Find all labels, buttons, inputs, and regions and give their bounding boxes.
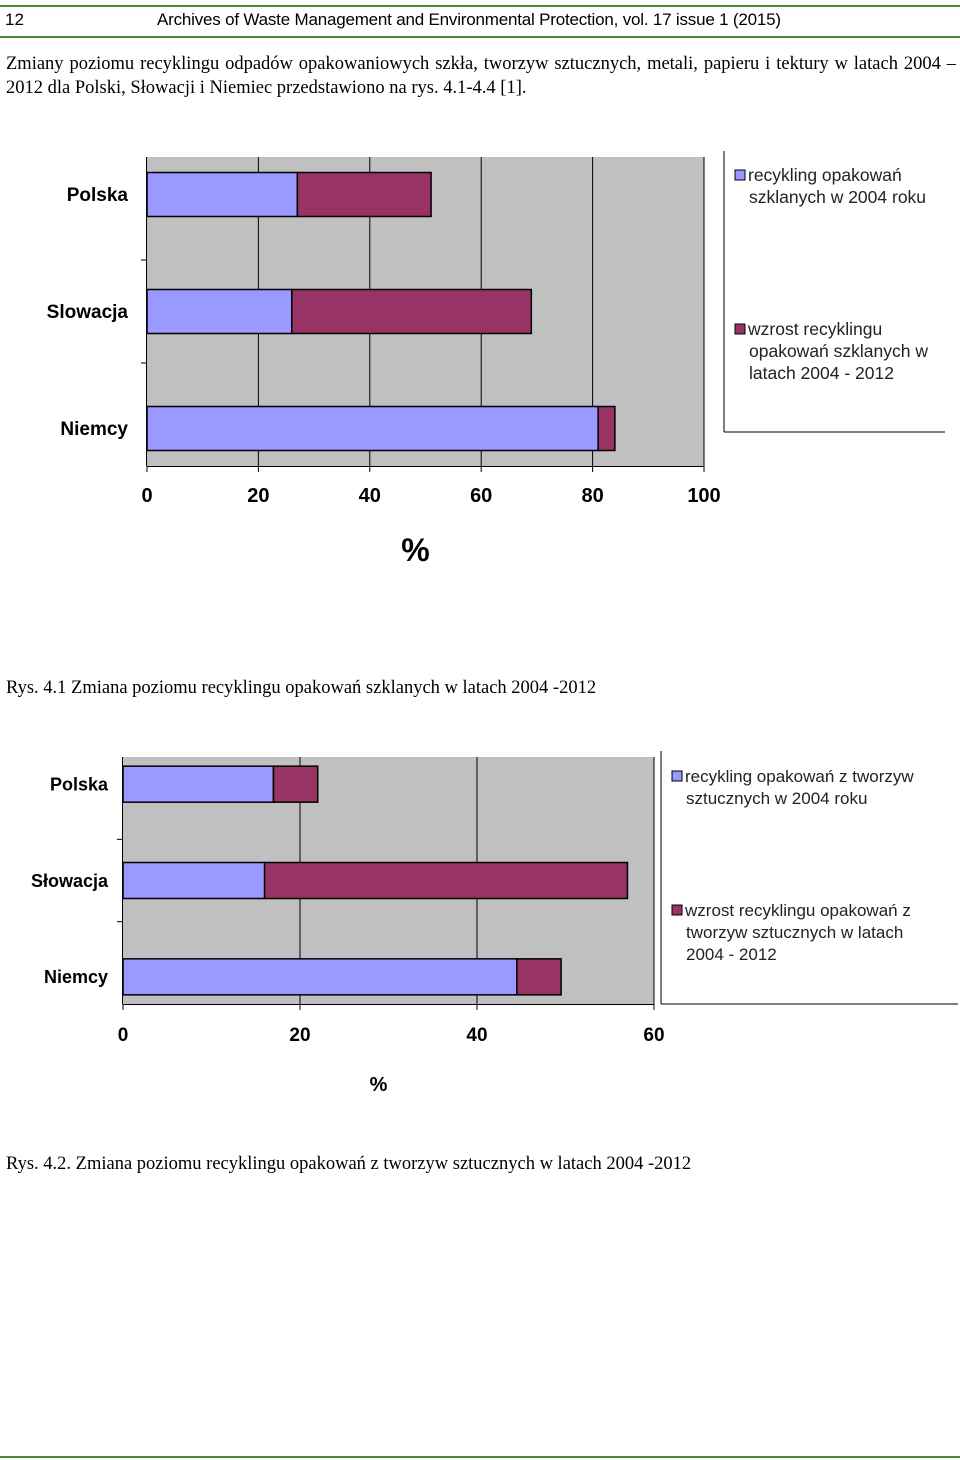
- category-label-0: Polska: [66, 185, 128, 207]
- category-label-2: Niemcy: [43, 967, 108, 988]
- legend-label-0-1: sztucznych w 2004 roku: [686, 789, 868, 808]
- bar-2004-2: [123, 959, 517, 995]
- legend-swatch-0: [735, 170, 745, 180]
- legend-label-0-1: szklanych w 2004 roku: [749, 187, 927, 207]
- legend-label-1-1: tworzyw sztucznych w latach: [686, 923, 904, 942]
- category-label-0: Polska: [49, 774, 108, 795]
- legend-swatch-1: [735, 324, 745, 334]
- bar-increase-0: [273, 766, 317, 802]
- legend-label-1-0: wzrost recyklingu opakowań z: [685, 901, 911, 920]
- header-rule-bottom: [0, 36, 960, 38]
- footer-rule: [0, 1456, 960, 1458]
- category-label-2: Niemcy: [60, 419, 128, 441]
- x-tick-label-20: 20: [289, 1025, 311, 1046]
- x-tick-label-80: 80: [581, 485, 604, 507]
- intro-paragraph: Zmiany poziomu recyklingu odpadów opakowaniowych szkła, tworzyw sztucznych, metali, papieru i tektury w latach 2004 – 2012 dla Polski, Słowacji i Niemiec przedstawiono na rys. 4.1-4.4 [1].: [6, 54, 956, 98]
- legend-label-1-0: wzrost recyklingu: [748, 319, 883, 339]
- x-axis-label: %: [369, 1074, 388, 1096]
- bar-increase-1: [292, 290, 532, 334]
- legend-label-1-2: 2004 - 2012: [686, 945, 777, 964]
- journal-title: Archives of Waste Management and Environmental Protection, vol. 17 issue 1 (2015): [157, 10, 781, 29]
- chart-glass-recycling: [0, 145, 960, 575]
- x-tick-label-40: 40: [358, 485, 381, 507]
- page-number: 12: [5, 10, 24, 29]
- bar-increase-0: [297, 173, 431, 217]
- bar-2004-0: [123, 766, 273, 802]
- x-tick-label-0: 0: [117, 1025, 129, 1046]
- legend-swatch-1: [672, 905, 682, 915]
- bar-2004-1: [123, 863, 265, 899]
- bar-increase-2: [517, 959, 561, 995]
- legend-label-1-1: opakowań szklanych w: [749, 341, 928, 361]
- legend-label-0-0: recykling opakowań: [748, 165, 902, 185]
- legend-label-0-0: recykling opakowań z tworzyw: [685, 767, 914, 786]
- bar-2004-2: [147, 407, 598, 451]
- x-axis-label: %: [401, 532, 430, 568]
- x-tick-label-20: 20: [247, 485, 270, 507]
- bar-increase-2: [598, 407, 615, 451]
- category-label-1: Slowacja: [46, 302, 128, 324]
- legend-swatch-0: [672, 771, 682, 781]
- x-tick-label-40: 40: [466, 1025, 488, 1046]
- bar-increase-1: [265, 863, 628, 899]
- x-tick-label-0: 0: [141, 485, 153, 507]
- x-tick-label-60: 60: [470, 485, 493, 507]
- x-tick-label-100: 100: [687, 485, 721, 507]
- chart-plastic-recycling: [0, 745, 960, 1105]
- figure-caption-4-2: Rys. 4.2. Zmiana poziomu recyklingu opakowań z tworzyw sztucznych w latach 2004 -2012: [6, 1154, 692, 1174]
- bar-2004-0: [147, 173, 297, 217]
- running-header: [0, 0, 960, 38]
- bar-2004-1: [147, 290, 292, 334]
- figure-caption-4-1: Rys. 4.1 Zmiana poziomu recyklingu opakowań szklanych w latach 2004 -2012: [6, 678, 597, 698]
- x-tick-label-60: 60: [643, 1025, 665, 1046]
- category-label-1: Słowacja: [30, 870, 108, 891]
- header-rule-top: [0, 5, 960, 7]
- legend-label-1-2: latach 2004 - 2012: [749, 363, 894, 383]
